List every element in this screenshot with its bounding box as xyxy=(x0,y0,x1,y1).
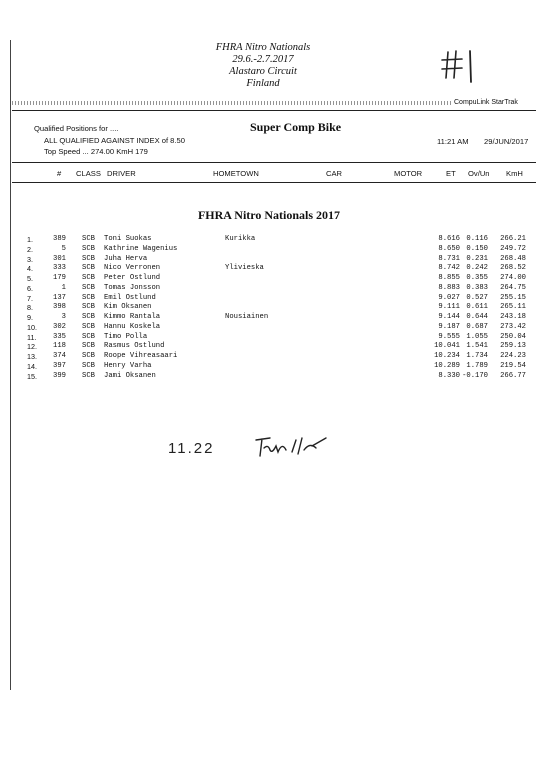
row-ovun: 1.734 xyxy=(466,352,488,360)
row-kmh: 268.48 xyxy=(500,254,526,263)
row-number: 335 xyxy=(53,332,66,341)
col-header-car: CAR xyxy=(326,169,343,178)
row-class: SCB xyxy=(82,371,95,380)
row-et: 8.731 xyxy=(438,254,460,263)
row-class: SCB xyxy=(82,235,95,243)
row-kmh: 268.52 xyxy=(500,264,526,273)
row-ovun: 0.611 xyxy=(466,303,488,312)
row-kmh: 265.11 xyxy=(500,303,526,312)
print-date: 29/JUN/2017 xyxy=(484,137,529,146)
row-ovun: 0.150 xyxy=(466,244,488,253)
row-driver: Kathrine Wagenius xyxy=(104,244,178,253)
row-ovun: 0.644 xyxy=(466,313,488,321)
row-kmh: 273.42 xyxy=(500,322,526,331)
row-class: SCB xyxy=(82,283,95,292)
col-header-kmh: KmH xyxy=(506,169,523,178)
row-et: 10.041 xyxy=(434,342,460,351)
row-ovun: 0.116 xyxy=(466,235,488,243)
row-driver: Rasmus Ostlund xyxy=(104,342,165,351)
row-kmh: 250.04 xyxy=(500,332,526,341)
table-row xyxy=(0,352,538,362)
row-driver: Nico Verronen xyxy=(104,264,161,273)
row-ovun: 1.789 xyxy=(466,361,488,370)
row-number: 397 xyxy=(53,361,66,370)
row-et: 8.650 xyxy=(438,244,460,253)
header-rule-top xyxy=(12,110,536,111)
row-driver: Emil Ostlund xyxy=(104,293,156,302)
table-row xyxy=(0,333,538,343)
row-class: SCB xyxy=(82,244,95,253)
row-position: 12. xyxy=(27,342,37,352)
class-title: Super Comp Bike xyxy=(250,120,342,134)
table-row xyxy=(0,264,538,274)
row-driver: Tomas Jonsson xyxy=(104,283,161,292)
col-header-et: ET xyxy=(446,169,456,178)
col-header-motor: MOTOR xyxy=(394,169,423,178)
row-et: 8.883 xyxy=(438,283,460,292)
row-et: 10.234 xyxy=(434,352,460,360)
handwritten-time-note: 11.22 xyxy=(168,440,215,457)
row-et: 8.330 xyxy=(438,371,460,380)
row-driver: Hannu Koskela xyxy=(104,322,161,331)
row-position: 11. xyxy=(27,332,37,342)
table-row xyxy=(0,294,538,304)
row-et: 8.616 xyxy=(438,235,460,243)
header-rule-bottom xyxy=(12,182,536,183)
row-ovun: 0.355 xyxy=(466,274,488,282)
row-position: 3. xyxy=(27,254,33,264)
table-row xyxy=(0,313,538,323)
row-driver: Kimmo Rantala xyxy=(104,313,161,321)
qualified-index-line: ALL QUALIFIED AGAINST INDEX of 8.50 xyxy=(44,136,185,145)
event-dates: 29.6.-2.7.2017 xyxy=(232,54,294,65)
row-kmh: 219.54 xyxy=(500,361,526,370)
table-row xyxy=(0,372,538,382)
row-class: SCB xyxy=(82,264,95,273)
event-circuit: Alastaro Circuit xyxy=(229,66,297,77)
row-position: 13. xyxy=(27,352,37,361)
table-row xyxy=(0,255,538,265)
row-number: 399 xyxy=(53,371,66,380)
row-kmh: 266.21 xyxy=(500,235,526,243)
row-position: 14. xyxy=(27,361,37,371)
row-number: 389 xyxy=(53,235,66,243)
row-kmh: 249.72 xyxy=(500,244,526,253)
row-et: 9.027 xyxy=(438,293,460,302)
row-kmh: 259.13 xyxy=(500,342,526,351)
row-number: 398 xyxy=(53,303,66,312)
row-position: 5. xyxy=(27,274,33,283)
col-header-ovun: Ov/Un xyxy=(468,169,490,178)
row-driver: Timo Polla xyxy=(104,332,148,341)
row-driver: Jami Oksanen xyxy=(104,371,156,380)
top-speed-line: Top Speed ... 274.00 KmH 179 xyxy=(44,147,148,156)
row-number: 137 xyxy=(53,293,66,302)
header-rule-mid xyxy=(12,162,536,163)
row-position: 8. xyxy=(27,303,33,313)
row-position: 15. xyxy=(27,371,37,381)
row-driver: Toni Suokas xyxy=(104,235,152,243)
row-class: SCB xyxy=(82,322,95,331)
col-header-hometown: HOMETOWN xyxy=(213,169,259,178)
row-number: 1 xyxy=(61,283,66,292)
print-time: 11:21 AM xyxy=(437,137,469,146)
row-kmh: 264.75 xyxy=(500,283,526,292)
row-number: 302 xyxy=(53,322,66,331)
row-ovun: 1.541 xyxy=(466,342,488,351)
row-ovun: 0.231 xyxy=(466,254,488,263)
table-row xyxy=(0,274,538,284)
row-kmh: 243.18 xyxy=(500,313,526,321)
row-ovun: 1.055 xyxy=(466,332,488,341)
handwritten-number-stamp xyxy=(440,48,480,84)
row-hometown: Ylivieska xyxy=(225,264,264,273)
table-row xyxy=(0,245,538,255)
row-class: SCB xyxy=(82,332,95,341)
table-row xyxy=(0,284,538,294)
row-position: 7. xyxy=(27,293,33,303)
table-row xyxy=(0,323,538,333)
row-et: 10.289 xyxy=(434,361,460,370)
row-number: 3 xyxy=(61,313,66,321)
row-kmh: 255.15 xyxy=(500,293,526,302)
handwritten-signature xyxy=(252,432,332,464)
row-class: SCB xyxy=(82,254,95,263)
row-class: SCB xyxy=(82,293,95,302)
row-position: 1. xyxy=(27,235,33,244)
table-row xyxy=(0,362,538,372)
results-title: FHRA Nitro Nationals 2017 xyxy=(197,208,341,222)
row-driver: Roope Vihreasaari xyxy=(104,352,178,360)
row-class: SCB xyxy=(82,361,95,370)
table-row xyxy=(0,342,538,352)
row-kmh: 274.00 xyxy=(500,274,526,282)
table-row xyxy=(0,303,538,313)
dotted-separator-band xyxy=(12,101,452,105)
qualified-label: Qualified Positions for .... xyxy=(34,124,119,133)
row-hometown: Kurikka xyxy=(225,235,256,243)
table-row xyxy=(0,235,538,245)
row-ovun: 0.383 xyxy=(466,283,488,292)
row-position: 10. xyxy=(27,322,37,332)
col-header-class: CLASS xyxy=(76,169,101,178)
row-et: 9.555 xyxy=(438,332,460,341)
row-et: 9.111 xyxy=(438,303,460,312)
row-et: 8.855 xyxy=(438,274,460,282)
row-class: SCB xyxy=(82,303,95,312)
event-title: FHRA Nitro Nationals xyxy=(215,42,311,53)
row-position: 6. xyxy=(27,283,33,293)
row-kmh: 224.23 xyxy=(500,352,526,360)
row-ovun: 0.527 xyxy=(466,293,488,302)
row-number: 374 xyxy=(53,352,66,360)
row-ovun: -0.170 xyxy=(462,371,488,380)
system-name: CompuLink StarTrak xyxy=(454,99,518,106)
row-driver: Juha Herva xyxy=(104,254,148,263)
row-et: 9.144 xyxy=(438,313,460,321)
row-driver: Henry Varha xyxy=(104,361,152,370)
row-position: 9. xyxy=(27,313,33,322)
row-ovun: 0.242 xyxy=(466,264,488,273)
row-number: 301 xyxy=(53,254,66,263)
row-class: SCB xyxy=(82,342,95,351)
row-class: SCB xyxy=(82,274,95,282)
event-country: Finland xyxy=(246,78,280,89)
col-header-num: # xyxy=(57,169,62,178)
row-position: 4. xyxy=(27,264,33,274)
col-header-driver: DRIVER xyxy=(107,169,136,178)
row-et: 9.187 xyxy=(438,322,460,331)
row-position: 2. xyxy=(27,244,33,254)
row-et: 8.742 xyxy=(438,264,460,273)
row-driver: Kim Oksanen xyxy=(104,303,152,312)
row-number: 5 xyxy=(61,244,66,253)
row-class: SCB xyxy=(82,313,95,321)
row-number: 118 xyxy=(53,342,66,351)
row-number: 179 xyxy=(53,274,66,282)
row-class: SCB xyxy=(82,352,95,360)
row-number: 333 xyxy=(53,264,66,273)
row-ovun: 0.687 xyxy=(466,322,488,331)
row-kmh: 266.77 xyxy=(500,371,526,380)
row-driver: Peter Ostlund xyxy=(104,274,161,282)
row-hometown: Nousiainen xyxy=(225,313,269,321)
